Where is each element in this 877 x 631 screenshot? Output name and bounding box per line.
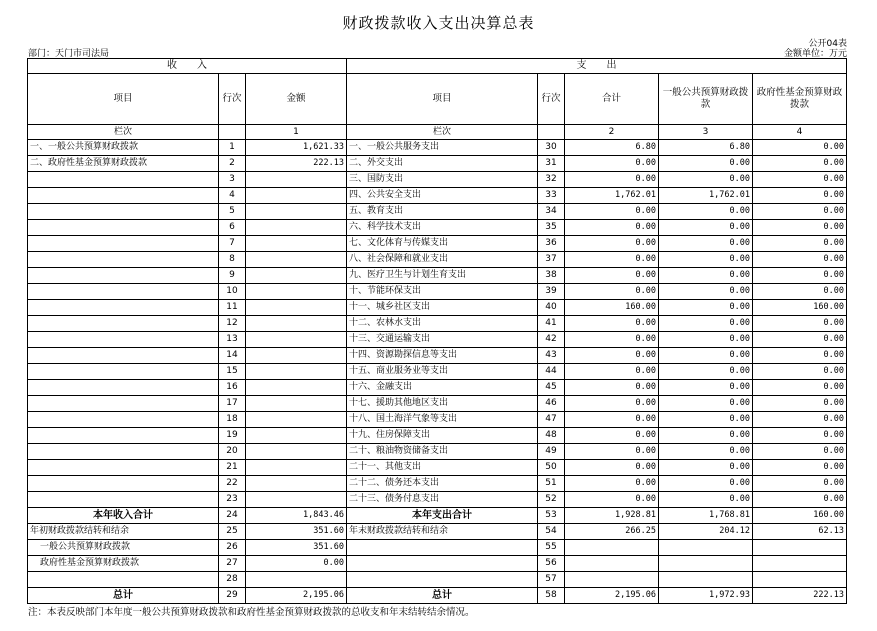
expense-item [347, 556, 538, 572]
income-amount: 2,195.06 [246, 588, 347, 604]
expense-general-budget: 0.00 [659, 236, 753, 252]
income-row-no: 26 [219, 540, 246, 556]
income-row-no: 18 [219, 412, 246, 428]
expense-gov-fund: 0.00 [753, 220, 847, 236]
table-row [28, 524, 847, 540]
expense-gov-fund: 0.00 [753, 444, 847, 460]
expense-total: 0.00 [565, 412, 659, 428]
expense-item [347, 540, 538, 556]
expense-item: 十、节能环保支出 [347, 284, 538, 300]
income-item: 一、一般公共预算财政拨款 [28, 140, 219, 156]
expense-general-budget: 6.80 [659, 140, 753, 156]
expense-item: 九、医疗卫生与计划生育支出 [347, 268, 538, 284]
income-item [28, 380, 219, 396]
income-item: 年初财政拨款结转和结余 [28, 524, 219, 540]
table-row [28, 252, 847, 268]
expense-item: 六、科学技术支出 [347, 220, 538, 236]
expense-total: 0.00 [565, 252, 659, 268]
expense-gov-fund: 62.13 [753, 524, 847, 540]
expense-general-budget: 0.00 [659, 268, 753, 284]
income-row-no: 9 [219, 268, 246, 284]
expense-gov-fund: 160.00 [753, 300, 847, 316]
expense-row-no: 53 [538, 508, 565, 524]
expense-gov-fund: 0.00 [753, 380, 847, 396]
expense-row-no: 39 [538, 284, 565, 300]
expense-gov-fund: 0.00 [753, 348, 847, 364]
expense-item: 一、一般公共服务支出 [347, 140, 538, 156]
expense-row-no: 30 [538, 140, 565, 156]
expense-row-no: 41 [538, 316, 565, 332]
expense-general-budget: 0.00 [659, 412, 753, 428]
table-row [28, 156, 847, 172]
expense-item: 十六、金融支出 [347, 380, 538, 396]
income-amount [246, 460, 347, 476]
income-row-no: 3 [219, 172, 246, 188]
expense-item: 二十二、债务还本支出 [347, 476, 538, 492]
expense-total: 0.00 [565, 348, 659, 364]
income-row-no: 24 [219, 508, 246, 524]
income-row-no: 7 [219, 236, 246, 252]
expense-total: 0.00 [565, 396, 659, 412]
income-amount [246, 348, 347, 364]
expense-total: 0.00 [565, 268, 659, 284]
general-budget-header: 一般公共预算财政拨款 [659, 74, 753, 125]
expense-total: 1,762.01 [565, 188, 659, 204]
expense-row-no-header: 行次 [538, 74, 565, 125]
table-row [28, 140, 847, 156]
table-row [28, 492, 847, 508]
expense-row-no: 48 [538, 428, 565, 444]
expense-general-budget [659, 572, 753, 588]
expense-gov-fund: 0.00 [753, 156, 847, 172]
expense-general-budget: 0.00 [659, 444, 753, 460]
expense-general-budget: 0.00 [659, 332, 753, 348]
expense-item: 二、外交支出 [347, 156, 538, 172]
income-item [28, 220, 219, 236]
expense-total: 0.00 [565, 316, 659, 332]
income-row-no: 11 [219, 300, 246, 316]
income-item [28, 492, 219, 508]
income-amount: 0.00 [246, 556, 347, 572]
expense-gov-fund: 0.00 [753, 396, 847, 412]
income-amount [246, 316, 347, 332]
table-row [28, 476, 847, 492]
income-amount [246, 300, 347, 316]
report-title: 财政拨款收入支出决算总表 [342, 14, 535, 32]
income-item [28, 204, 219, 220]
expense-gov-fund [753, 556, 847, 572]
expense-row-no: 31 [538, 156, 565, 172]
expense-general-budget: 0.00 [659, 348, 753, 364]
expense-total [565, 556, 659, 572]
expense-row-no: 52 [538, 492, 565, 508]
expense-total: 0.00 [565, 428, 659, 444]
income-item [28, 460, 219, 476]
income-row-no: 1 [219, 140, 246, 156]
table-row [28, 556, 847, 572]
expense-gov-fund [753, 572, 847, 588]
expense-row-no: 50 [538, 460, 565, 476]
table-row [28, 396, 847, 412]
income-lanci-label: 栏次 [28, 125, 219, 140]
expense-general-budget: 0.00 [659, 156, 753, 172]
table-row [28, 236, 847, 252]
table-row [28, 300, 847, 316]
expense-gov-fund: 0.00 [753, 172, 847, 188]
expense-total: 0.00 [565, 332, 659, 348]
income-row-no: 2 [219, 156, 246, 172]
table-row [28, 220, 847, 236]
income-amount [246, 428, 347, 444]
table-row [28, 508, 847, 524]
section-header-row [28, 59, 847, 74]
expense-gov-fund: 160.00 [753, 508, 847, 524]
expense-row-no: 37 [538, 252, 565, 268]
expense-gov-fund: 0.00 [753, 204, 847, 220]
income-item [28, 476, 219, 492]
lanci-2: 2 [565, 125, 659, 140]
income-amount [246, 236, 347, 252]
expense-gov-fund: 0.00 [753, 332, 847, 348]
expense-general-budget: 204.12 [659, 524, 753, 540]
expense-general-budget: 0.00 [659, 396, 753, 412]
gov-fund-header: 政府性基金预算财政拨款 [753, 74, 847, 125]
income-item [28, 316, 219, 332]
expense-total: 0.00 [565, 492, 659, 508]
expense-general-budget: 1,762.01 [659, 188, 753, 204]
expense-item: 十七、援助其他地区支出 [347, 396, 538, 412]
expense-row-no: 44 [538, 364, 565, 380]
income-item [28, 252, 219, 268]
expense-item: 五、教育支出 [347, 204, 538, 220]
income-item [28, 172, 219, 188]
income-amount: 351.60 [246, 540, 347, 556]
expense-item: 四、公共安全支出 [347, 188, 538, 204]
income-item [28, 332, 219, 348]
expense-row-no: 32 [538, 172, 565, 188]
table-row [28, 460, 847, 476]
expense-item: 三、国防支出 [347, 172, 538, 188]
income-item [28, 412, 219, 428]
expense-item: 十二、农林水支出 [347, 316, 538, 332]
expense-total: 2,195.06 [565, 588, 659, 604]
expense-total: 0.00 [565, 460, 659, 476]
expense-row-no: 42 [538, 332, 565, 348]
expense-gov-fund: 0.00 [753, 476, 847, 492]
income-row-no: 28 [219, 572, 246, 588]
income-row-no: 22 [219, 476, 246, 492]
income-amount: 351.60 [246, 524, 347, 540]
column-index-row [28, 125, 847, 140]
expense-total: 0.00 [565, 236, 659, 252]
income-item: 二、政府性基金预算财政拨款 [28, 156, 219, 172]
income-row-no: 17 [219, 396, 246, 412]
lanci-4: 4 [753, 125, 847, 140]
expense-general-budget [659, 556, 753, 572]
footnote: 注：本表反映部门本年度一般公共预算财政拨款和政府性基金预算财政拨款的总收支和年末结转结余情况。 [28, 607, 475, 618]
expense-row-no: 36 [538, 236, 565, 252]
expense-total: 0.00 [565, 380, 659, 396]
expense-general-budget: 0.00 [659, 284, 753, 300]
income-amount: 222.13 [246, 156, 347, 172]
income-amount [246, 572, 347, 588]
income-row-no: 5 [219, 204, 246, 220]
income-row-no: 19 [219, 428, 246, 444]
expense-gov-fund: 0.00 [753, 364, 847, 380]
expense-lanci-label: 栏次 [347, 125, 538, 140]
expense-total: 6.80 [565, 140, 659, 156]
income-amount-header: 金额 [246, 74, 347, 125]
table-row [28, 172, 847, 188]
expense-row-no: 54 [538, 524, 565, 540]
expense-item: 本年支出合计 [347, 508, 538, 524]
table-row [28, 412, 847, 428]
income-row-no: 16 [219, 380, 246, 396]
expense-general-budget: 0.00 [659, 172, 753, 188]
expense-gov-fund: 222.13 [753, 588, 847, 604]
income-row-no: 10 [219, 284, 246, 300]
expense-general-budget [659, 540, 753, 556]
expense-gov-fund: 0.00 [753, 140, 847, 156]
expense-row-no: 47 [538, 412, 565, 428]
income-amount [246, 364, 347, 380]
income-row-no: 29 [219, 588, 246, 604]
expense-gov-fund: 0.00 [753, 284, 847, 300]
expense-row-no: 40 [538, 300, 565, 316]
income-row-no: 12 [219, 316, 246, 332]
income-amount [246, 220, 347, 236]
expense-item: 二十、粮油物资储备支出 [347, 444, 538, 460]
income-amount: 1,621.33 [246, 140, 347, 156]
income-section-header: 收 入 [28, 59, 347, 74]
expense-total: 0.00 [565, 220, 659, 236]
expense-item: 十八、国土海洋气象等支出 [347, 412, 538, 428]
table-row [28, 268, 847, 284]
income-amount [246, 412, 347, 428]
expense-gov-fund: 0.00 [753, 236, 847, 252]
expense-item: 二十一、其他支出 [347, 460, 538, 476]
income-row-no: 23 [219, 492, 246, 508]
table-row [28, 204, 847, 220]
income-item: 本年收入合计 [28, 508, 219, 524]
expense-row-no: 35 [538, 220, 565, 236]
income-amount: 1,843.46 [246, 508, 347, 524]
expense-row-no: 56 [538, 556, 565, 572]
expense-general-budget: 1,972.93 [659, 588, 753, 604]
expense-general-budget: 0.00 [659, 204, 753, 220]
expense-general-budget: 0.00 [659, 380, 753, 396]
table-row [28, 380, 847, 396]
income-item [28, 428, 219, 444]
budget-summary-table [27, 58, 847, 604]
expense-gov-fund: 0.00 [753, 492, 847, 508]
expense-item: 年末财政拨款结转和结余 [347, 524, 538, 540]
expense-gov-fund: 0.00 [753, 252, 847, 268]
expense-item [347, 572, 538, 588]
expense-row-no: 49 [538, 444, 565, 460]
income-amount [246, 492, 347, 508]
income-item-header: 项目 [28, 74, 219, 125]
table-row [28, 540, 847, 556]
expense-general-budget: 0.00 [659, 428, 753, 444]
expense-general-budget: 0.00 [659, 476, 753, 492]
income-amount [246, 332, 347, 348]
table-row [28, 284, 847, 300]
expense-total: 0.00 [565, 204, 659, 220]
expense-general-budget: 0.00 [659, 364, 753, 380]
income-item [28, 188, 219, 204]
table-row [28, 332, 847, 348]
income-row-no: 13 [219, 332, 246, 348]
expense-item: 十九、住房保障支出 [347, 428, 538, 444]
expense-total: 0.00 [565, 172, 659, 188]
income-row-no: 27 [219, 556, 246, 572]
income-row-no: 14 [219, 348, 246, 364]
expense-row-no: 45 [538, 380, 565, 396]
income-amount [246, 172, 347, 188]
income-amount [246, 380, 347, 396]
income-row-no: 20 [219, 444, 246, 460]
expense-gov-fund: 0.00 [753, 316, 847, 332]
expense-row-no: 33 [538, 188, 565, 204]
column-header-row [28, 74, 847, 125]
lanci-3: 3 [659, 125, 753, 140]
expense-total: 0.00 [565, 364, 659, 380]
expense-general-budget: 0.00 [659, 252, 753, 268]
expense-gov-fund: 0.00 [753, 188, 847, 204]
income-row-no: 4 [219, 188, 246, 204]
income-row-no: 25 [219, 524, 246, 540]
expense-general-budget: 0.00 [659, 492, 753, 508]
table-row [28, 348, 847, 364]
income-amount [246, 252, 347, 268]
expense-total: 160.00 [565, 300, 659, 316]
expense-item: 八、社会保障和就业支出 [347, 252, 538, 268]
expense-gov-fund: 0.00 [753, 428, 847, 444]
expense-total: 0.00 [565, 284, 659, 300]
expense-total [565, 572, 659, 588]
income-item [28, 572, 219, 588]
expense-total: 0.00 [565, 476, 659, 492]
income-item [28, 348, 219, 364]
income-item [28, 236, 219, 252]
expense-item: 总计 [347, 588, 538, 604]
expense-total: 0.00 [565, 156, 659, 172]
table-row [28, 444, 847, 460]
expense-general-budget: 0.00 [659, 220, 753, 236]
expense-gov-fund: 0.00 [753, 268, 847, 284]
income-amount [246, 476, 347, 492]
table-row [28, 428, 847, 444]
income-item: 总计 [28, 588, 219, 604]
income-row-no: 6 [219, 220, 246, 236]
income-amount [246, 204, 347, 220]
income-item: 一般公共预算财政拨款 [28, 540, 219, 556]
income-row-no: 21 [219, 460, 246, 476]
table-row [28, 572, 847, 588]
expense-general-budget: 0.00 [659, 300, 753, 316]
income-amount [246, 396, 347, 412]
table-row [28, 364, 847, 380]
income-item [28, 284, 219, 300]
expense-item: 十一、城乡社区支出 [347, 300, 538, 316]
expense-item: 十五、商业服务业等支出 [347, 364, 538, 380]
expense-general-budget: 0.00 [659, 460, 753, 476]
expense-row-no: 38 [538, 268, 565, 284]
expense-total: 266.25 [565, 524, 659, 540]
expense-total: 0.00 [565, 444, 659, 460]
income-item [28, 444, 219, 460]
table-row [28, 188, 847, 204]
expense-item: 七、文化体育与传媒支出 [347, 236, 538, 252]
expense-total: 1,928.81 [565, 508, 659, 524]
expense-item: 十三、交通运输支出 [347, 332, 538, 348]
expense-row-no: 55 [538, 540, 565, 556]
unit-label: 金额单位：万元 [783, 49, 847, 59]
expense-item: 二十三、债务付息支出 [347, 492, 538, 508]
income-item [28, 268, 219, 284]
expense-row-no: 34 [538, 204, 565, 220]
income-amount [246, 188, 347, 204]
income-item: 政府性基金预算财政拨款 [28, 556, 219, 572]
income-row-no: 8 [219, 252, 246, 268]
income-item [28, 396, 219, 412]
table-row [28, 588, 847, 604]
expense-gov-fund: 0.00 [753, 412, 847, 428]
income-item [28, 300, 219, 316]
expense-general-budget: 0.00 [659, 316, 753, 332]
expense-section-header: 支 出 [347, 59, 847, 74]
income-amount [246, 268, 347, 284]
expense-item: 十四、资源勘探信息等支出 [347, 348, 538, 364]
lanci-1: 1 [246, 125, 347, 140]
income-amount [246, 444, 347, 460]
expense-row-no: 57 [538, 572, 565, 588]
expense-gov-fund [753, 540, 847, 556]
income-row-no: 15 [219, 364, 246, 380]
expense-gov-fund: 0.00 [753, 460, 847, 476]
form-number: 公开04表 [808, 39, 847, 49]
income-row-no-header: 行次 [219, 74, 246, 125]
expense-row-no: 46 [538, 396, 565, 412]
income-item [28, 364, 219, 380]
department-label: 部门：天门市司法局 [28, 49, 110, 59]
expense-row-no: 58 [538, 588, 565, 604]
expense-total [565, 540, 659, 556]
expense-general-budget: 1,768.81 [659, 508, 753, 524]
expense-total-header: 合计 [565, 74, 659, 125]
expense-item-header: 项目 [347, 74, 538, 125]
table-row [28, 316, 847, 332]
income-amount [246, 284, 347, 300]
expense-row-no: 43 [538, 348, 565, 364]
expense-row-no: 51 [538, 476, 565, 492]
